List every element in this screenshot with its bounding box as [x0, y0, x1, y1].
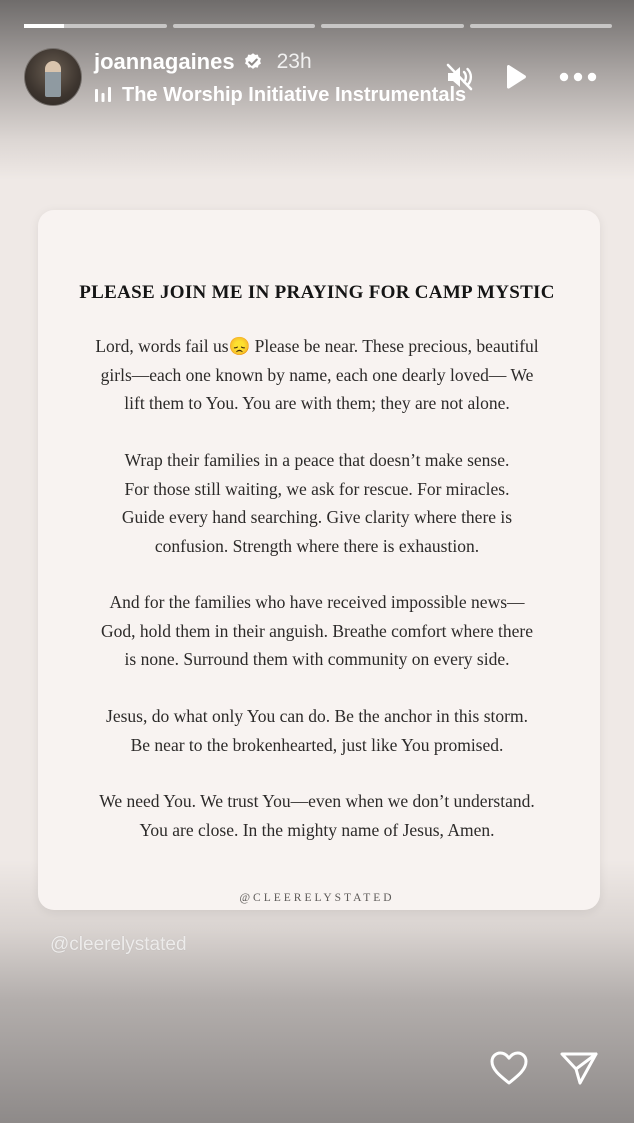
prayer-line: God, hold them in their anguish. Breathe comfort where there — [100, 620, 534, 641]
prayer-paragraph-4 — [58, 702, 576, 759]
prayer-line: lift them to You. You are with them; they are not alone. — [124, 393, 510, 413]
avatar[interactable] — [24, 48, 82, 106]
post-time: 23h — [276, 50, 312, 73]
prayer-line: confusion. Strength where there is exhaustion. — [154, 535, 480, 556]
prayer-line: Lord, words fail us😞 Please be near. These precious, beautiful — [95, 336, 539, 356]
send-icon[interactable] — [558, 1048, 600, 1088]
prayer-paragraph-5 — [58, 787, 576, 844]
prayer-line: girls—each one known by name, each one dearly loved— We — [100, 364, 534, 385]
prayer-line: Jesus, do what only You can do. Be the anchor in this storm. — [106, 706, 528, 726]
play-icon — [500, 62, 530, 92]
speaker-muted-icon — [443, 61, 475, 93]
prayer-line: Guide every hand searching. Give clarity where there is — [121, 507, 513, 527]
prayer-line: For those still waiting, we ask for rescue. For miracles. — [124, 478, 510, 499]
heart-icon[interactable] — [488, 1048, 530, 1088]
progress-segment — [470, 24, 613, 28]
music-title[interactable]: The Worship Initiative Instrumentals — [122, 83, 467, 106]
prayer-paragraph-1 — [58, 332, 576, 418]
card-title: PLEASE JOIN ME IN PRAYING FOR CAMP MYSTIC — [79, 282, 555, 303]
username[interactable]: joannagaines — [94, 49, 235, 74]
progress-segment — [24, 24, 167, 28]
prayer-line: And for the families who have received impossible news— — [109, 592, 525, 612]
prayer-line: You are close. In the mighty name of Jesus, Amen. — [139, 819, 495, 840]
prayer-line: Be near to the brokenhearted, just like You promised. — [130, 734, 504, 755]
story-progress — [24, 24, 612, 28]
story-author[interactable] — [94, 48, 312, 76]
prayer-line: is none. Surround them with community on every side. — [124, 649, 510, 669]
card-credit: @CLEERELYSTATED — [239, 892, 395, 904]
music-attribution[interactable] — [94, 82, 467, 108]
progress-segment — [173, 24, 316, 28]
play-button[interactable] — [498, 60, 532, 94]
prayer-paragraph-2 — [58, 446, 576, 560]
prayer-line: Wrap their families in a peace that doesn’t make sense. — [124, 450, 510, 470]
progress-fill — [24, 24, 64, 28]
more-dots-icon — [559, 72, 597, 82]
verified-badge-icon — [243, 52, 263, 72]
prayer-line: We need You. We trust You—even when we don’t understand. — [99, 791, 535, 811]
progress-segment — [321, 24, 464, 28]
more-options-button[interactable] — [558, 60, 598, 94]
avatar-figure — [45, 61, 61, 97]
mention-sticker[interactable]: @cleerelystated — [50, 934, 187, 955]
prayer-paragraph-3 — [58, 588, 576, 674]
mute-button[interactable] — [442, 60, 476, 94]
music-bars-icon — [94, 86, 112, 104]
